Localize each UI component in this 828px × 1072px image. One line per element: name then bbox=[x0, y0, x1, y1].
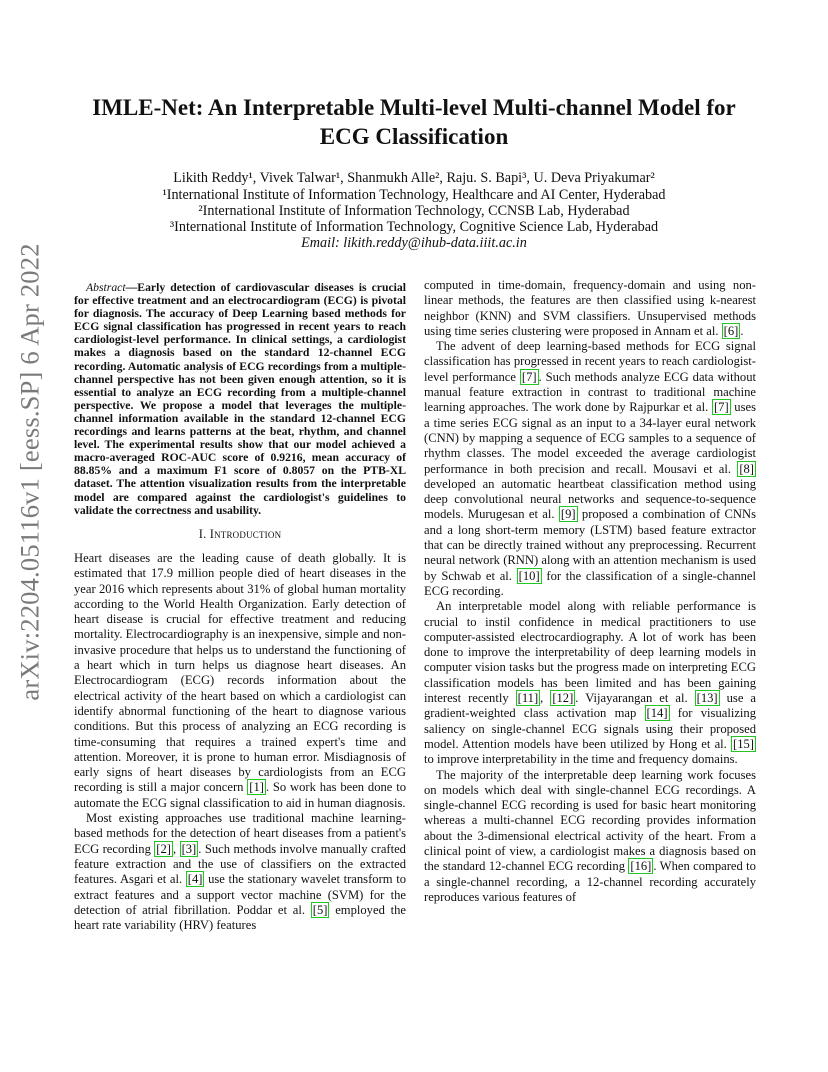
abstract-text: Early detection of cardiovascular diseases is crucial for effective treatment and an electrocardiogram (ECG) is pivotal for diagnosis. The accuracy of Deep Learning based methods for ECG signal classification has progressed in recent years to reach cardiologist-level performance. In clinical settings, a cardiologist makes a diagnosis based on the standard 12-channel ECG recording. Automatic analysis of ECG recordings from a multiple-channel perspective has not been given enough attention, so it is essential to analyze an ECG recording from a multiple-channel perspective. We propose a model that leverages the multiple-channel information available in the standard 12-channel ECG recordings and learns patterns at the beat, rhythm, and channel level. The experimental results show that our model achieved a macro-averaged ROC-AUC score of 0.9216, mean accuracy of 88.85% and a maximum F1 score of 0.8057 on the PTB-XL dataset. The attention visualization results from the interpretable model are compared against the cardiologist's guidelines to validate the correctness and usability. bbox=[74, 281, 406, 517]
arxiv-identifier: arXiv:2204.05116v1 [eess.SP] 6 Apr 2022 bbox=[14, 243, 45, 701]
paragraph-text: uses a time series ECG signal as an input to a 34-layer eural network (CNN) by mapping a sequence of ECG samples to a sequence of rhythm classes. The model exceeded the average cardiologist performance in both precision and recall. Mousavi et al. bbox=[424, 400, 756, 476]
paragraph-text: proposed a combination of CNNs and a long short-term memory (LSTM) based feature extractor that can be directly trained without any preprocessing. Recurrent neural network (RNN) along with an attention mechanism is used by Schwab et al. bbox=[424, 507, 756, 583]
citation-link[interactable]: [1] bbox=[249, 780, 264, 795]
paragraph-text: Most existing approaches use traditional machine learning-based methods for the detection of heart diseases from a patient's ECG recording bbox=[74, 811, 406, 856]
abstract bbox=[74, 281, 406, 517]
citation-link[interactable]: [7] bbox=[521, 369, 537, 384]
intro-paragraph-2 bbox=[74, 811, 406, 933]
paragraph-text: The advent of deep learning-based methods for ECG signal classification has progressed in recent years to reach cardiologist-level performance bbox=[424, 339, 756, 384]
paragraph-text: . So work has been done to automate the ECG signal classification to aid in human diagnosis. bbox=[74, 780, 407, 810]
citation-link[interactable]: [16] bbox=[630, 859, 652, 874]
citation-link[interactable]: [8] bbox=[739, 461, 754, 476]
paragraph-text: The majority of the interpretable deep learning work focuses on models which deal with single-channel ECG recordings. A single-channel ECG recording is used for basic heart monitoring whereas a multi-channel ECG recording provides information about the 3-dimensional electrical activity of the heart. From a clinical point of view, a cardiologist makes a diagnosis based on the standard 12-channel ECG recording bbox=[424, 767, 756, 874]
section-heading-introduction bbox=[74, 527, 406, 542]
paragraph-text: employed the heart rate variability (HRV) features bbox=[74, 902, 406, 933]
author-email: Email: likith.reddy@ihub-data.iiit.ac.in bbox=[301, 235, 527, 251]
paragraph-text: , bbox=[540, 691, 551, 706]
citation-link[interactable]: [9] bbox=[560, 507, 576, 522]
related-work-paragraph-3 bbox=[424, 599, 756, 767]
abstract-label: Abstract bbox=[86, 281, 126, 294]
intro-paragraph-1 bbox=[74, 551, 406, 811]
affiliation-1: ¹International Institute of Information Technology, Healthcare and AI Center, Hyderabad bbox=[162, 187, 666, 203]
paragraph-text: to improve interpretability in the time and frequency domains. bbox=[424, 752, 738, 767]
author-block bbox=[70, 170, 758, 251]
section-number: I. bbox=[198, 526, 210, 541]
citation-link[interactable]: [12] bbox=[552, 691, 574, 706]
citation-link[interactable]: [15] bbox=[733, 736, 754, 751]
paper-title: IMLE-Net: An Interpretable Multi-level Multi-channel Model for ECG Classification bbox=[92, 95, 736, 149]
paragraph-text: computed in time-domain, frequency-domain and using non-linear methods, the features are then classified using k-nearest neighbor (KNN) and SVM classifiers. Unsupervised methods using time series clustering were proposed in Annam et al. bbox=[424, 278, 756, 338]
citation-link[interactable]: [11] bbox=[517, 691, 539, 706]
paragraph-text: use the stationary wavelet transform to extract features and a support vector machine (SVM) for the detection of atrial fibrillation. Poddar et al. bbox=[74, 872, 406, 917]
paragraph-text: . Such methods involve manually crafted feature extraction and the use of classifiers on the extracted features. Asgari et al. bbox=[74, 841, 406, 887]
related-work-paragraph-4 bbox=[424, 768, 756, 906]
related-work-paragraph-1 bbox=[424, 278, 756, 339]
citation-link[interactable]: [14] bbox=[646, 706, 668, 721]
left-column bbox=[74, 281, 406, 933]
citation-link[interactable]: [2] bbox=[156, 841, 171, 856]
abstract-dash: — bbox=[125, 281, 138, 294]
paragraph-text: for the classification of a single-channel ECG recording. bbox=[424, 568, 756, 598]
right-column bbox=[424, 278, 756, 905]
paragraph-text: An interpretable model along with reliable performance is crucial to instil confidence in medical practitioners to use computer-assisted electrocardiography. A lot of work has been done to improve the interpretability of deep learning models in computer vision tasks but the progress made on interpreting ECG classification models has been limited and has been gaining interest recently bbox=[424, 599, 756, 706]
citation-link[interactable]: [5] bbox=[312, 902, 328, 917]
arxiv-identifier-stamp bbox=[0, 0, 60, 1072]
affiliation-3: ³International Institute of Information Technology, Cognitive Science Lab, Hyderabad bbox=[169, 219, 659, 235]
affiliation-2: ²International Institute of Information Technology, CCNSB Lab, Hyderabad bbox=[198, 203, 630, 219]
citation-link[interactable]: [13] bbox=[696, 691, 718, 706]
paragraph-text: . When compared to a single-channel recording, a 12-channel recording accurately reproduces various features of bbox=[424, 859, 756, 904]
paragraph-text: for visualizing saliency on single-channel ECG signals using their proposed model. Attention models have been utilized by Hong et al. bbox=[424, 706, 757, 751]
paragraph-text: , bbox=[172, 841, 180, 856]
related-work-paragraph-2 bbox=[424, 339, 756, 599]
citation-link[interactable]: [3] bbox=[181, 841, 197, 856]
citation-link[interactable]: [10] bbox=[518, 568, 540, 583]
citation-link[interactable]: [7] bbox=[713, 400, 729, 415]
citation-link[interactable]: [6] bbox=[723, 323, 739, 338]
paragraph-text: . Such methods analyze ECG data without manual feature extraction in contrast to traditional machine learning approaches. The work done by Rajpurkar et al. bbox=[424, 369, 756, 415]
paragraph-text: . bbox=[740, 323, 744, 338]
paragraph-text: use a gradient-weighted class activation map bbox=[424, 691, 757, 721]
paragraph-text: . Vijayarangan et al. bbox=[575, 691, 695, 706]
author-names: Likith Reddy¹, Vivek Talwar¹, Shanmukh Alle², Raju. S. Bapi³, U. Deva Priyakumar² bbox=[173, 170, 655, 186]
citation-link[interactable]: [4] bbox=[187, 872, 203, 887]
paragraph-text: developed an automatic heartbeat classification method using deep convolutional neural networks and sequence-to-sequence models. Murugesan et al. bbox=[424, 476, 756, 522]
section-title: Introduction bbox=[209, 526, 282, 541]
paragraph-text: Heart diseases are the leading cause of death globally. It is estimated that 17.9 million people died of heart diseases in the year 2016 which represents about 31% of global human mortality according to the World Health Organization. Early detection of heart disease is crucial for effective treatment and reducing mortality. Electrocardiography is an inexpensive, simple and non-invasive procedure that helps us to understand the functioning of a heart which in turn helps us diagnose heart diseases. An Electrocardiogram (ECG) records information about the electrical activity of the heart based on which a cardiologist can identify abnormal functioning of the heart to diagnose various conditions. But this process of analyzing an ECG recording is time-consuming that requires a trained expert's time and attention. Moreover, it is prone to human error. Misdiagnosis of early signs of heart diseases by cardiologists from an ECG recording is still a major concern bbox=[74, 550, 406, 795]
